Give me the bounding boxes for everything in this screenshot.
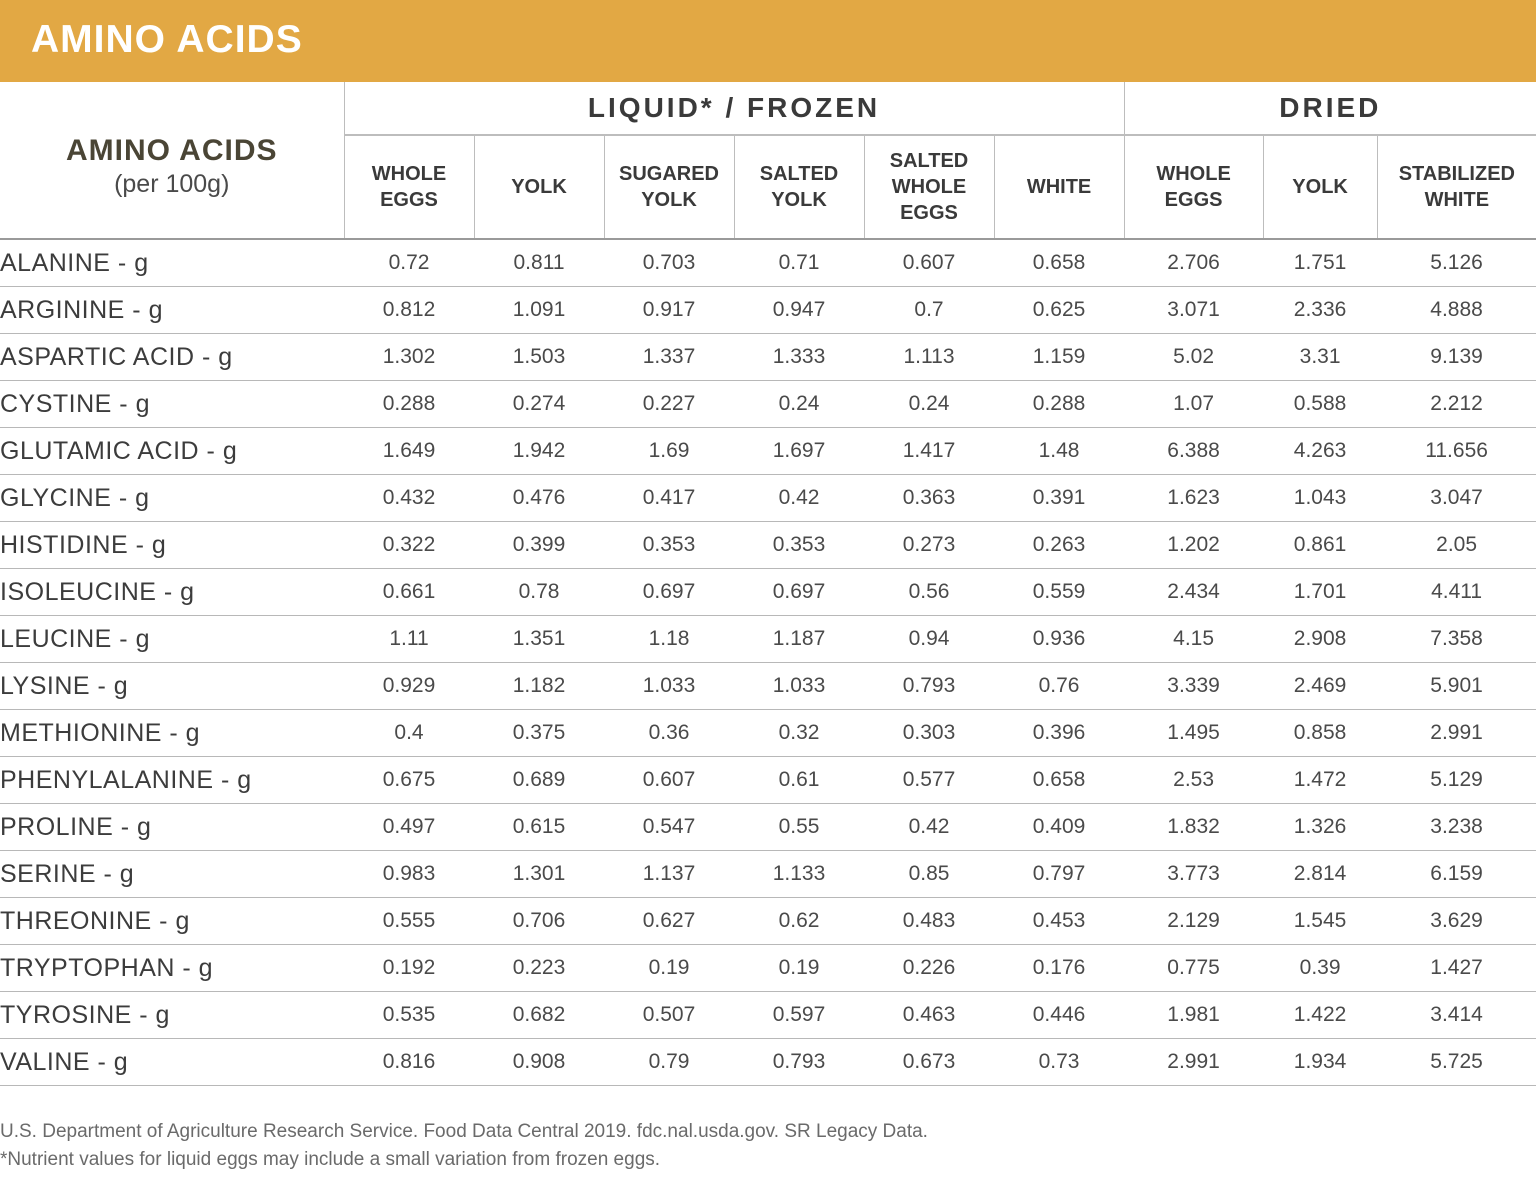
table-row [0, 710, 1536, 757]
value-cell: 0.625 [994, 287, 1124, 334]
variation-note: *Nutrient values for liquid eggs may include a small variation from frozen eggs. [0, 1149, 661, 1170]
amino-acid-name: GLYCINE - g [0, 475, 344, 522]
value-cell: 0.409 [994, 804, 1124, 851]
value-cell: 0.303 [864, 710, 994, 757]
value-cell: 0.917 [604, 287, 734, 334]
amino-acid-name: PHENYLALANINE - g [0, 757, 344, 804]
source-note: U.S. Department of Agriculture Research Service. Food Data Central 2019. fdc.nal.usda.gov. SR Legacy Data. [0, 1121, 928, 1142]
value-cell: 2.129 [1124, 898, 1263, 945]
value-cell: 5.02 [1124, 334, 1263, 381]
value-cell: 3.071 [1124, 287, 1263, 334]
value-cell: 0.4 [344, 710, 474, 757]
value-cell: 0.176 [994, 945, 1124, 992]
value-cell: 1.417 [864, 428, 994, 475]
value-cell: 0.983 [344, 851, 474, 898]
value-cell: 2.706 [1124, 239, 1263, 287]
value-cell: 0.42 [864, 804, 994, 851]
amino-acid-name: CYSTINE - g [0, 381, 344, 428]
value-cell: 1.137 [604, 851, 734, 898]
value-cell: 0.446 [994, 992, 1124, 1039]
column-header [734, 135, 864, 239]
value-cell: 0.42 [734, 475, 864, 522]
value-cell: 3.31 [1263, 334, 1377, 381]
column-header-line: WHOLE [1156, 163, 1231, 185]
value-cell: 0.661 [344, 569, 474, 616]
value-cell: 0.706 [474, 898, 604, 945]
table-row [0, 569, 1536, 616]
table-row [0, 616, 1536, 663]
group-header-row [0, 82, 1536, 135]
value-cell: 0.56 [864, 569, 994, 616]
value-cell: 0.274 [474, 381, 604, 428]
value-cell: 0.453 [994, 898, 1124, 945]
value-cell: 0.417 [604, 475, 734, 522]
value-cell: 0.273 [864, 522, 994, 569]
value-cell: 0.588 [1263, 381, 1377, 428]
amino-acid-table [0, 82, 1536, 1086]
column-header-line: SALTED [889, 150, 969, 172]
table-row [0, 992, 1536, 1039]
value-cell: 0.535 [344, 992, 474, 1039]
value-cell: 6.159 [1377, 851, 1536, 898]
amino-acid-name: ALANINE - g [0, 239, 344, 287]
page-title: AMINO ACIDS [31, 18, 303, 61]
value-cell: 0.673 [864, 1039, 994, 1086]
value-cell: 0.947 [734, 287, 864, 334]
table-header [0, 82, 1536, 239]
table-row [0, 663, 1536, 710]
value-cell: 0.19 [734, 945, 864, 992]
value-cell: 0.559 [994, 569, 1124, 616]
corner-header [0, 82, 344, 239]
value-cell: 0.19 [604, 945, 734, 992]
value-cell: 0.463 [864, 992, 994, 1039]
column-header [864, 135, 994, 239]
amino-acid-name: LYSINE - g [0, 663, 344, 710]
column-header-line: YOLK [511, 176, 567, 198]
value-cell: 1.033 [604, 663, 734, 710]
table-row [0, 1039, 1536, 1086]
value-cell: 0.391 [994, 475, 1124, 522]
column-header-line: SALTED [759, 163, 839, 185]
value-cell: 1.503 [474, 334, 604, 381]
value-cell: 11.656 [1377, 428, 1536, 475]
amino-acid-name: METHIONINE - g [0, 710, 344, 757]
value-cell: 3.414 [1377, 992, 1536, 1039]
value-cell: 1.981 [1124, 992, 1263, 1039]
value-cell: 2.469 [1263, 663, 1377, 710]
value-cell: 5.126 [1377, 239, 1536, 287]
column-header-line: STABILIZED [1398, 163, 1515, 185]
table-row [0, 334, 1536, 381]
column-header [604, 135, 734, 239]
value-cell: 0.396 [994, 710, 1124, 757]
column-header-line: WHITE [1026, 176, 1092, 198]
table-row [0, 851, 1536, 898]
value-cell: 1.832 [1124, 804, 1263, 851]
column-header [474, 135, 604, 239]
value-cell: 1.701 [1263, 569, 1377, 616]
column-header-line: YOLK [641, 189, 697, 211]
value-cell: 0.32 [734, 710, 864, 757]
value-cell: 1.18 [604, 616, 734, 663]
amino-acid-name: THREONINE - g [0, 898, 344, 945]
value-cell: 0.76 [994, 663, 1124, 710]
value-cell: 0.929 [344, 663, 474, 710]
value-cell: 0.39 [1263, 945, 1377, 992]
value-cell: 0.363 [864, 475, 994, 522]
value-cell: 1.545 [1263, 898, 1377, 945]
column-header-line: WHOLE [371, 163, 447, 185]
value-cell: 0.816 [344, 1039, 474, 1086]
table-row [0, 428, 1536, 475]
value-cell: 5.725 [1377, 1039, 1536, 1086]
value-cell: 0.399 [474, 522, 604, 569]
value-cell: 1.033 [734, 663, 864, 710]
value-cell: 0.797 [994, 851, 1124, 898]
value-cell: 0.689 [474, 757, 604, 804]
value-cell: 1.043 [1263, 475, 1377, 522]
value-cell: 2.908 [1263, 616, 1377, 663]
value-cell: 0.263 [994, 522, 1124, 569]
value-cell: 0.497 [344, 804, 474, 851]
value-cell: 5.901 [1377, 663, 1536, 710]
value-cell: 1.187 [734, 616, 864, 663]
value-cell: 3.047 [1377, 475, 1536, 522]
amino-acid-name: VALINE - g [0, 1039, 344, 1086]
value-cell: 0.793 [864, 663, 994, 710]
value-cell: 2.336 [1263, 287, 1377, 334]
column-header [1124, 135, 1263, 239]
value-cell: 1.649 [344, 428, 474, 475]
amino-acid-name: TRYPTOPHAN - g [0, 945, 344, 992]
column-header [994, 135, 1124, 239]
value-cell: 0.936 [994, 616, 1124, 663]
value-cell: 0.607 [604, 757, 734, 804]
value-cell: 1.69 [604, 428, 734, 475]
value-cell: 0.555 [344, 898, 474, 945]
value-cell: 0.775 [1124, 945, 1263, 992]
amino-acid-name: PROLINE - g [0, 804, 344, 851]
column-header-line: EGGS [380, 189, 438, 211]
value-cell: 0.61 [734, 757, 864, 804]
value-cell: 1.301 [474, 851, 604, 898]
value-cell: 0.675 [344, 757, 474, 804]
value-cell: 0.908 [474, 1039, 604, 1086]
value-cell: 0.322 [344, 522, 474, 569]
amino-acid-name: ISOLEUCINE - g [0, 569, 344, 616]
value-cell: 0.858 [1263, 710, 1377, 757]
table-row [0, 522, 1536, 569]
value-cell: 1.472 [1263, 757, 1377, 804]
value-cell: 1.427 [1377, 945, 1536, 992]
value-cell: 1.495 [1124, 710, 1263, 757]
value-cell: 0.432 [344, 475, 474, 522]
table-row [0, 945, 1536, 992]
value-cell: 1.159 [994, 334, 1124, 381]
value-cell: 9.139 [1377, 334, 1536, 381]
amino-acid-name: ARGININE - g [0, 287, 344, 334]
value-cell: 0.811 [474, 239, 604, 287]
amino-acid-name: LEUCINE - g [0, 616, 344, 663]
value-cell: 2.991 [1377, 710, 1536, 757]
value-cell: 0.861 [1263, 522, 1377, 569]
value-cell: 1.182 [474, 663, 604, 710]
value-cell: 2.814 [1263, 851, 1377, 898]
value-cell: 4.15 [1124, 616, 1263, 663]
value-cell: 1.326 [1263, 804, 1377, 851]
value-cell: 1.351 [474, 616, 604, 663]
value-cell: 1.623 [1124, 475, 1263, 522]
value-cell: 0.288 [344, 381, 474, 428]
value-cell: 0.55 [734, 804, 864, 851]
value-cell: 1.751 [1263, 239, 1377, 287]
value-cell: 7.358 [1377, 616, 1536, 663]
value-cell: 0.375 [474, 710, 604, 757]
value-cell: 0.36 [604, 710, 734, 757]
column-header-line: YOLK [1292, 176, 1348, 198]
column-header [1263, 135, 1377, 239]
value-cell: 1.091 [474, 287, 604, 334]
value-cell: 0.812 [344, 287, 474, 334]
value-cell: 1.302 [344, 334, 474, 381]
table-body [0, 239, 1536, 1086]
value-cell: 3.238 [1377, 804, 1536, 851]
value-cell: 0.658 [994, 757, 1124, 804]
column-header-line: EGGS [900, 202, 958, 224]
value-cell: 3.773 [1124, 851, 1263, 898]
value-cell: 1.113 [864, 334, 994, 381]
column-header-line: SUGARED [618, 163, 719, 185]
value-cell: 1.07 [1124, 381, 1263, 428]
value-cell: 0.288 [994, 381, 1124, 428]
value-cell: 6.388 [1124, 428, 1263, 475]
value-cell: 1.942 [474, 428, 604, 475]
value-cell: 2.991 [1124, 1039, 1263, 1086]
amino-acid-name: TYROSINE - g [0, 992, 344, 1039]
value-cell: 1.697 [734, 428, 864, 475]
value-cell: 3.339 [1124, 663, 1263, 710]
value-cell: 2.212 [1377, 381, 1536, 428]
column-header-line: WHITE [1424, 189, 1490, 211]
value-cell: 0.476 [474, 475, 604, 522]
amino-acid-name: ASPARTIC ACID - g [0, 334, 344, 381]
value-cell: 0.703 [604, 239, 734, 287]
amino-acid-name: SERINE - g [0, 851, 344, 898]
column-header [344, 135, 474, 239]
value-cell: 0.507 [604, 992, 734, 1039]
value-cell: 4.888 [1377, 287, 1536, 334]
value-cell: 1.202 [1124, 522, 1263, 569]
column-header-line: EGGS [1164, 189, 1223, 211]
column-header [1377, 135, 1536, 239]
value-cell: 1.422 [1263, 992, 1377, 1039]
value-cell: 2.53 [1124, 757, 1263, 804]
value-cell: 4.263 [1263, 428, 1377, 475]
value-cell: 0.24 [864, 381, 994, 428]
value-cell: 0.71 [734, 239, 864, 287]
value-cell: 0.73 [994, 1039, 1124, 1086]
value-cell: 4.411 [1377, 569, 1536, 616]
table-row [0, 475, 1536, 522]
group-header-dried: DRIED [1124, 82, 1536, 135]
value-cell: 0.7 [864, 287, 994, 334]
table-row [0, 757, 1536, 804]
table-row [0, 287, 1536, 334]
value-cell: 2.434 [1124, 569, 1263, 616]
value-cell: 0.682 [474, 992, 604, 1039]
value-cell: 0.607 [864, 239, 994, 287]
value-cell: 0.547 [604, 804, 734, 851]
value-cell: 0.94 [864, 616, 994, 663]
value-cell: 0.227 [604, 381, 734, 428]
title-banner [0, 0, 1536, 82]
value-cell: 1.11 [344, 616, 474, 663]
column-header-line: WHOLE [891, 176, 967, 198]
table-row [0, 381, 1536, 428]
value-cell: 1.337 [604, 334, 734, 381]
value-cell: 0.223 [474, 945, 604, 992]
value-cell: 0.697 [734, 569, 864, 616]
table-row [0, 804, 1536, 851]
value-cell: 0.658 [994, 239, 1124, 287]
value-cell: 0.192 [344, 945, 474, 992]
amino-acid-name: GLUTAMIC ACID - g [0, 428, 344, 475]
corner-title: AMINO ACIDS [65, 133, 278, 167]
group-header-liquid-frozen: LIQUID* / FROZEN [344, 82, 1124, 135]
value-cell: 0.72 [344, 239, 474, 287]
value-cell: 0.615 [474, 804, 604, 851]
column-header-line: YOLK [771, 189, 827, 211]
value-cell: 3.629 [1377, 898, 1536, 945]
footnotes [0, 1118, 1536, 1174]
value-cell: 0.483 [864, 898, 994, 945]
value-cell: 0.627 [604, 898, 734, 945]
value-cell: 0.78 [474, 569, 604, 616]
value-cell: 0.793 [734, 1039, 864, 1086]
value-cell: 0.353 [734, 522, 864, 569]
value-cell: 0.85 [864, 851, 994, 898]
value-cell: 0.697 [604, 569, 734, 616]
value-cell: 1.133 [734, 851, 864, 898]
amino-acid-name: HISTIDINE - g [0, 522, 344, 569]
table-row [0, 239, 1536, 287]
value-cell: 5.129 [1377, 757, 1536, 804]
value-cell: 0.62 [734, 898, 864, 945]
value-cell: 1.48 [994, 428, 1124, 475]
value-cell: 0.79 [604, 1039, 734, 1086]
table-row [0, 898, 1536, 945]
value-cell: 0.226 [864, 945, 994, 992]
value-cell: 0.577 [864, 757, 994, 804]
value-cell: 0.24 [734, 381, 864, 428]
corner-subtitle: (per 100g) [114, 169, 230, 198]
value-cell: 2.05 [1377, 522, 1536, 569]
value-cell: 1.934 [1263, 1039, 1377, 1086]
value-cell: 0.597 [734, 992, 864, 1039]
value-cell: 0.353 [604, 522, 734, 569]
value-cell: 1.333 [734, 334, 864, 381]
